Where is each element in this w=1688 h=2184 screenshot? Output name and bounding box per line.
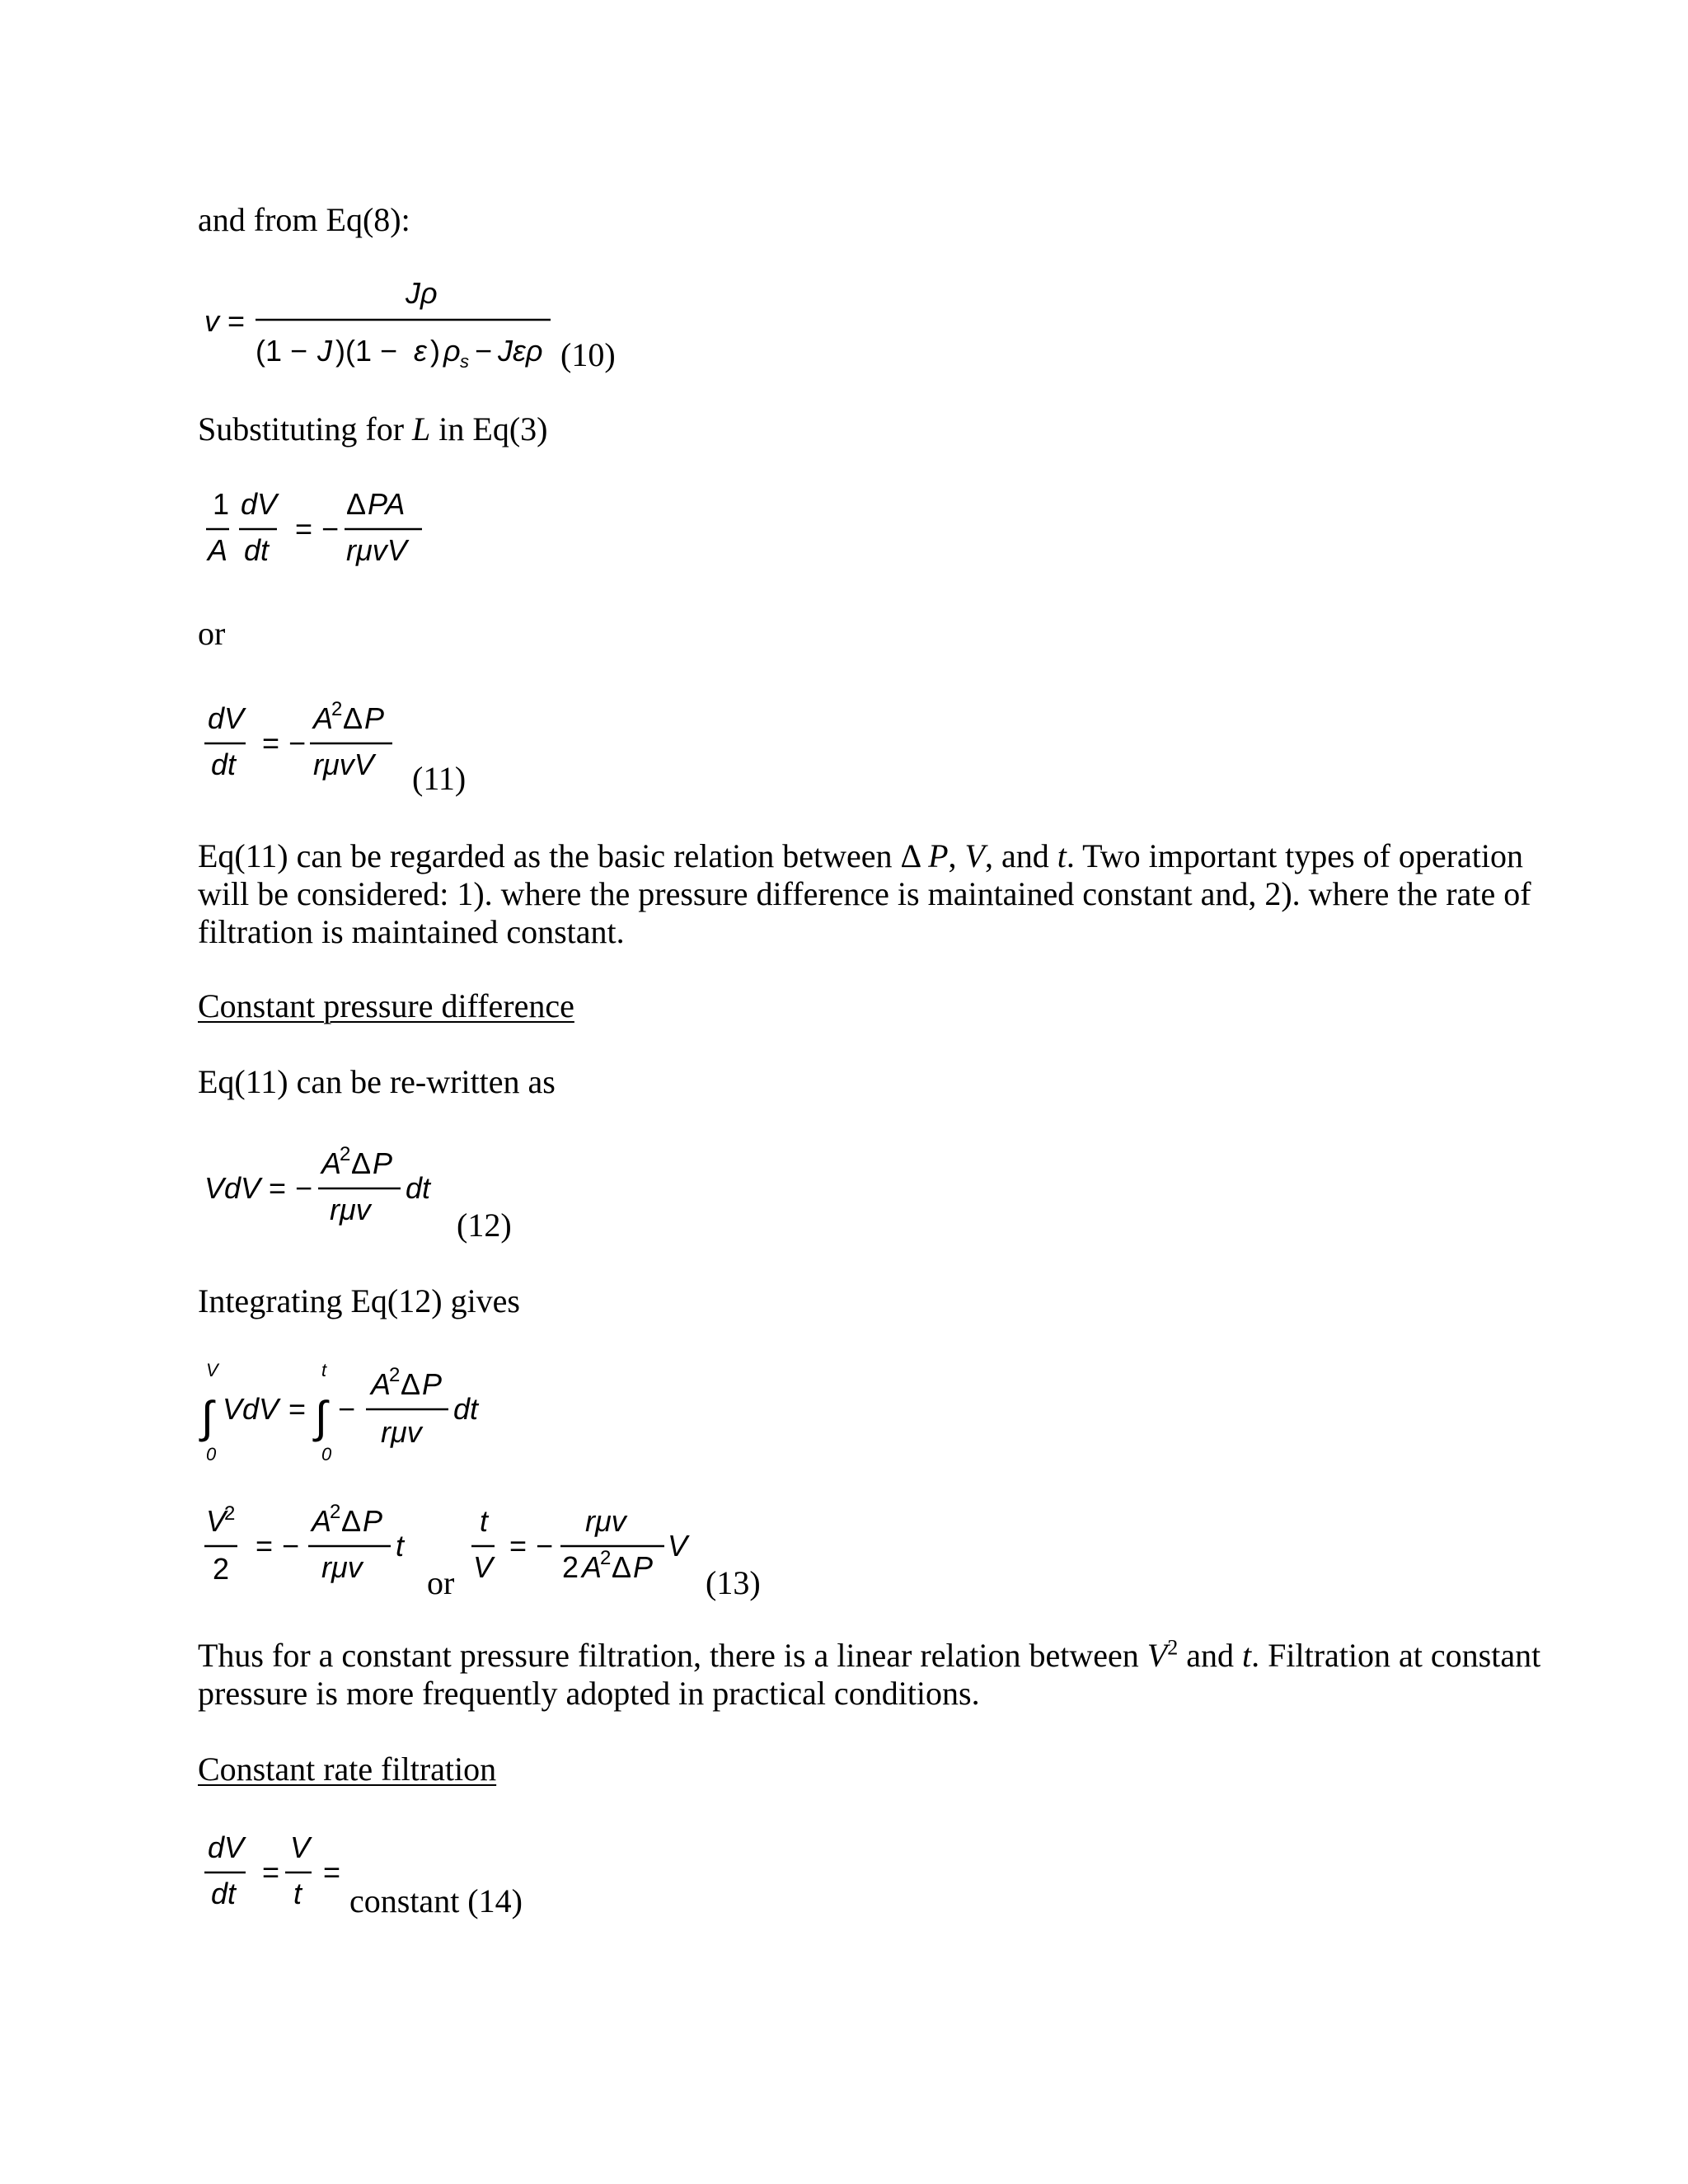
svg-text:=: = [262,726,280,760]
svg-text:t: t [396,1529,405,1563]
svg-text:Jρ: Jρ [406,276,438,310]
text-linear-relation: Thus for a constant pressure filtration, there is a linear relation between $V^2$ and t. Filtration at constant pressure is more frequently adopted in practical conditions. [198,1635,1541,1712]
heading-constant-rate: Constant rate filtration [198,1750,497,1788]
svg-text:=: = [509,1529,528,1563]
svg-text:rμv: rμv [330,1193,371,1226]
svg-text:rμvV: rμvV [346,533,407,567]
equation-3-substituted [198,485,445,575]
svg-text:A: A [371,1367,392,1401]
svg-text:Δ: Δ [401,1367,421,1401]
equation-12-label: (12) [457,1207,512,1244]
svg-text:PA: PA [368,487,406,521]
svg-text:2: 2 [224,1502,236,1525]
text-integrating: Integrating Eq(12) gives [198,1282,520,1319]
svg-text:rμv: rμv [585,1504,626,1538]
svg-text:rμv: rμv [381,1415,422,1449]
svg-text:2: 2 [562,1550,579,1584]
svg-text:2: 2 [213,1552,230,1586]
svg-text:0: 0 [321,1444,332,1465]
svg-text:P: P [633,1550,654,1584]
svg-text:ρ: ρ [443,334,461,368]
svg-text:−: − [288,726,307,760]
text-or: or [198,615,226,652]
svg-text:V: V [290,1830,311,1864]
text-substituting: Substituting for L in Eq(3) [198,410,548,448]
svg-text:=: = [295,512,313,546]
svg-text:2: 2 [600,1547,612,1569]
svg-text:(1 −: (1 − [256,334,308,368]
svg-text:V: V [206,1360,218,1380]
text-rewritten: Eq(11) can be re-written as [198,1063,556,1100]
svg-text:Δ: Δ [612,1550,632,1584]
svg-text:Jερ: Jερ [498,334,543,368]
equation-14-text: constant (14) [349,1882,523,1919]
svg-text:dt: dt [406,1171,431,1205]
svg-text:−: − [295,1171,313,1205]
equation-14 [198,1828,363,1919]
svg-text:2: 2 [389,1364,401,1386]
svg-text:v: v [204,304,219,338]
svg-text:A: A [321,1146,342,1180]
svg-text:ε: ε [414,334,427,368]
svg-text:dt: dt [244,533,270,567]
svg-text:dt: dt [453,1392,479,1426]
heading-constant-pressure: Constant pressure difference [198,987,574,1024]
svg-text:P: P [364,701,385,735]
svg-text:−: − [475,334,493,368]
equation-13 [198,1502,725,1601]
svg-text:1: 1 [213,487,230,521]
svg-text:A: A [582,1550,603,1584]
text-and-from-eq8: and from Eq(8): [198,201,410,238]
svg-text:∫: ∫ [315,1393,327,1442]
svg-text:J: J [317,334,332,368]
svg-text:−: − [282,1529,300,1563]
svg-text:t: t [480,1504,489,1538]
svg-text:P: P [422,1367,443,1401]
svg-text:V: V [206,1504,227,1538]
svg-text:)(1 −: )(1 − [335,334,398,368]
equation-integral [198,1357,511,1472]
svg-text:A: A [312,1504,332,1538]
svg-text:rμv: rμv [321,1550,363,1584]
svg-text:VdV: VdV [223,1392,279,1426]
svg-text:VdV: VdV [204,1171,261,1205]
svg-text:V: V [473,1550,494,1584]
svg-text:−: − [321,512,340,546]
svg-text:t: t [293,1877,302,1910]
svg-text:−: − [536,1529,554,1563]
svg-text:dV: dV [208,701,245,735]
equation-11-label: (11) [412,760,467,797]
svg-text:t: t [321,1360,327,1380]
svg-text:∫: ∫ [201,1393,213,1442]
svg-text:V: V [668,1529,688,1563]
svg-text:rμvV: rμvV [313,748,374,781]
svg-text:=: = [269,1171,287,1205]
svg-text:=: = [227,304,246,338]
svg-text:A: A [208,533,228,567]
svg-text:0: 0 [206,1444,217,1465]
equation-10-label: (10) [560,336,616,373]
svg-text:s: s [460,351,469,372]
svg-text:=: = [323,1855,341,1889]
svg-text:Δ: Δ [351,1146,372,1180]
svg-text:dV: dV [208,1830,245,1864]
equation-12 [198,1144,478,1235]
svg-text:P: P [363,1504,383,1538]
text-eq11-description: Eq(11) can be regarded as the basic relation between Δ P, V, and t. Two important types of operation will be considered: 1). where the pressure difference is maintained constant and, 2). where the rate of filtration is maintained constant. [198,837,1531,950]
svg-text:Δ: Δ [346,487,367,521]
svg-text:Δ: Δ [343,701,363,735]
svg-text:Δ: Δ [341,1504,362,1538]
svg-text:2: 2 [340,1144,351,1165]
equation-13-or: or [427,1564,455,1601]
svg-text:=: = [256,1529,274,1563]
svg-text:2: 2 [331,699,343,720]
svg-text:P: P [373,1146,393,1180]
svg-text:−: − [338,1392,356,1426]
svg-text:2: 2 [330,1502,341,1523]
svg-text:=: = [262,1855,280,1889]
equation-13-label: (13) [706,1564,761,1601]
svg-text:dt: dt [211,748,237,781]
svg-text:A: A [313,701,334,735]
svg-text:=: = [288,1392,307,1426]
svg-text:dt: dt [211,1877,237,1910]
svg-text:dV: dV [241,487,278,521]
svg-text:): ) [430,334,440,368]
